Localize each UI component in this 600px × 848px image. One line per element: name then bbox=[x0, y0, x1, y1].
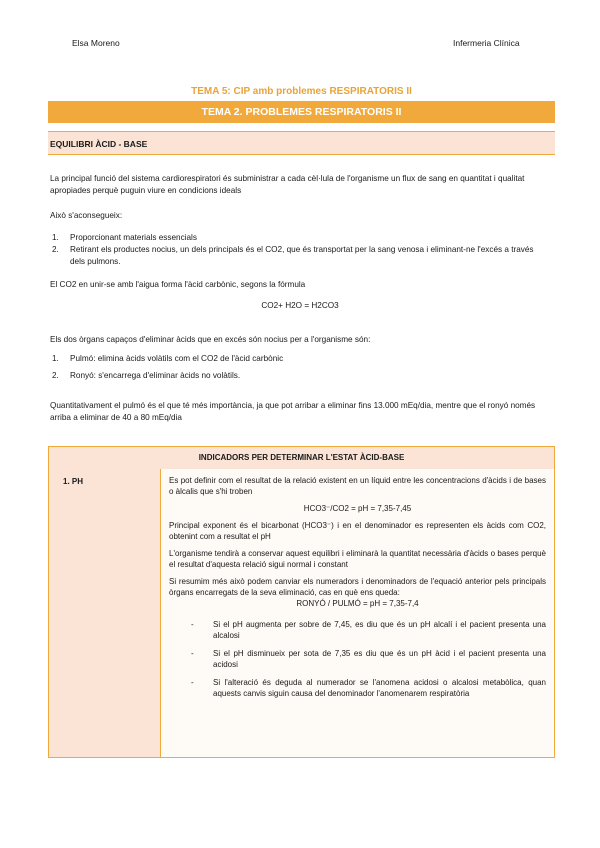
list-number: 1. bbox=[52, 233, 59, 242]
ph-formula: HCO3⁻/CO2 = pH = 7,35-7,45 bbox=[303, 504, 412, 513]
carbonic-formula: CO2+ H2O = H2CO3 bbox=[261, 301, 339, 310]
ph-definition: Es pot definir com el resultat de la relació existent en un líquid entre les concentracions d'àcids i de bases o àlcalis que s'hi troben bbox=[169, 476, 546, 496]
co2-paragraph: El CO2 en unir-se amb l'aigua forma l'àcid carbònic, segons la fórmula bbox=[50, 280, 306, 289]
list-item bbox=[50, 367, 550, 384]
ph-summary: Si resumim més això podem canviar els numeradors i denominadors de l'equació anterior pels principals òrgans encarregats de la seva eliminació, cas en què ens queda: bbox=[169, 577, 546, 597]
list-text: Si el pH disminueix per sota de 7,35 es diu que és un pH àcid i el pacient presenta una acidosi bbox=[213, 649, 546, 669]
table-header: INDICADORS PER DETERMINAR L'ESTAT ÀCID-BASE bbox=[49, 447, 554, 470]
section-heading: EQUILIBRI ÀCID - BASE bbox=[48, 131, 555, 155]
list-text: Retirant els productes nocius, un dels principals és el CO2, que és transportat per la sang venosa i eliminant-ne l'excés a través dels pulmons. bbox=[70, 245, 534, 266]
ph-bullets bbox=[169, 619, 546, 699]
subject-name: Infermeria Clínica bbox=[453, 38, 520, 48]
list-item bbox=[50, 232, 550, 244]
row-content-ph bbox=[161, 469, 554, 757]
author-name: Elsa Moreno bbox=[72, 38, 120, 48]
dash-marker: - bbox=[191, 678, 194, 687]
organ-formula: RONYÓ / PULMÓ = pH = 7,35-7,4 bbox=[296, 599, 419, 608]
list-text: Ronyó: s'encarrega d'eliminar àcids no volàtils. bbox=[70, 371, 241, 380]
list-number: 1. bbox=[52, 354, 59, 363]
list-text: Proporcionant materials essencials bbox=[70, 233, 197, 242]
achieved-list bbox=[50, 232, 550, 268]
dash-marker: - bbox=[191, 620, 194, 629]
row-label-ph: 1. PH bbox=[49, 469, 161, 757]
list-text: Si el pH augmenta per sobre de 7,45, es diu que és un pH alcalí i el pacient presenta una alcalosi bbox=[213, 620, 546, 640]
list-text: Si l'alteració és deguda al numerador se l'anomena acidosi o alcalosi metabòlica, quan aquests canvis siguin causa del denominador l'anomenarem respiratòria bbox=[213, 678, 546, 698]
organs-intro: Els dos òrgans capaços d'eliminar àcids que en excés són nocius per a l'organisme són: bbox=[50, 335, 371, 344]
organs-list bbox=[50, 350, 550, 384]
indicators-table bbox=[48, 446, 555, 758]
ph-bicarbonate: Principal exponent és el bicarbonat (HCO3⁻) i en el denominador es representen els àcids com CO2, obtenint com a resultat el pH bbox=[169, 521, 546, 541]
achieved-label: Això s'aconsegueix: bbox=[50, 211, 123, 220]
list-text: Pulmó: elimina àcids volàtils com el CO2 de l'àcid carbònic bbox=[70, 354, 284, 363]
list-item bbox=[169, 619, 546, 641]
list-number: 2. bbox=[52, 245, 59, 254]
list-item bbox=[169, 648, 546, 670]
ph-balance: L'organisme tendirà a conservar aquest equilibri i eliminarà la quantitat necessària d'àcids o bases perquè el resultat d'aquesta relació sigui normal i constant bbox=[169, 549, 546, 569]
list-item bbox=[169, 677, 546, 699]
quantitative-paragraph: Quantitativament el pulmó és el que té més importància, ja que pot arribar a eliminar fins 13.000 mEq/dia, mentre que el ronyó només arriba a eliminar de 40 a 80 mEq/dia bbox=[50, 401, 536, 422]
dash-marker: - bbox=[191, 649, 194, 658]
list-item bbox=[50, 350, 550, 367]
topic-title-bar: TEMA 2. PROBLEMES RESPIRATORIS II bbox=[48, 101, 555, 123]
list-item bbox=[50, 244, 550, 268]
unit-title: TEMA 5: CIP amb problemes RESPIRATORIS II bbox=[191, 86, 412, 97]
intro-paragraph: La principal funció del sistema cardiorespiratori és subministrar a cada cèl·lula de l'organisme un flux de sang en quantitat i qualitat apropiades perquè puguin viure en condicions ideals bbox=[50, 174, 525, 195]
list-number: 2. bbox=[52, 371, 59, 380]
